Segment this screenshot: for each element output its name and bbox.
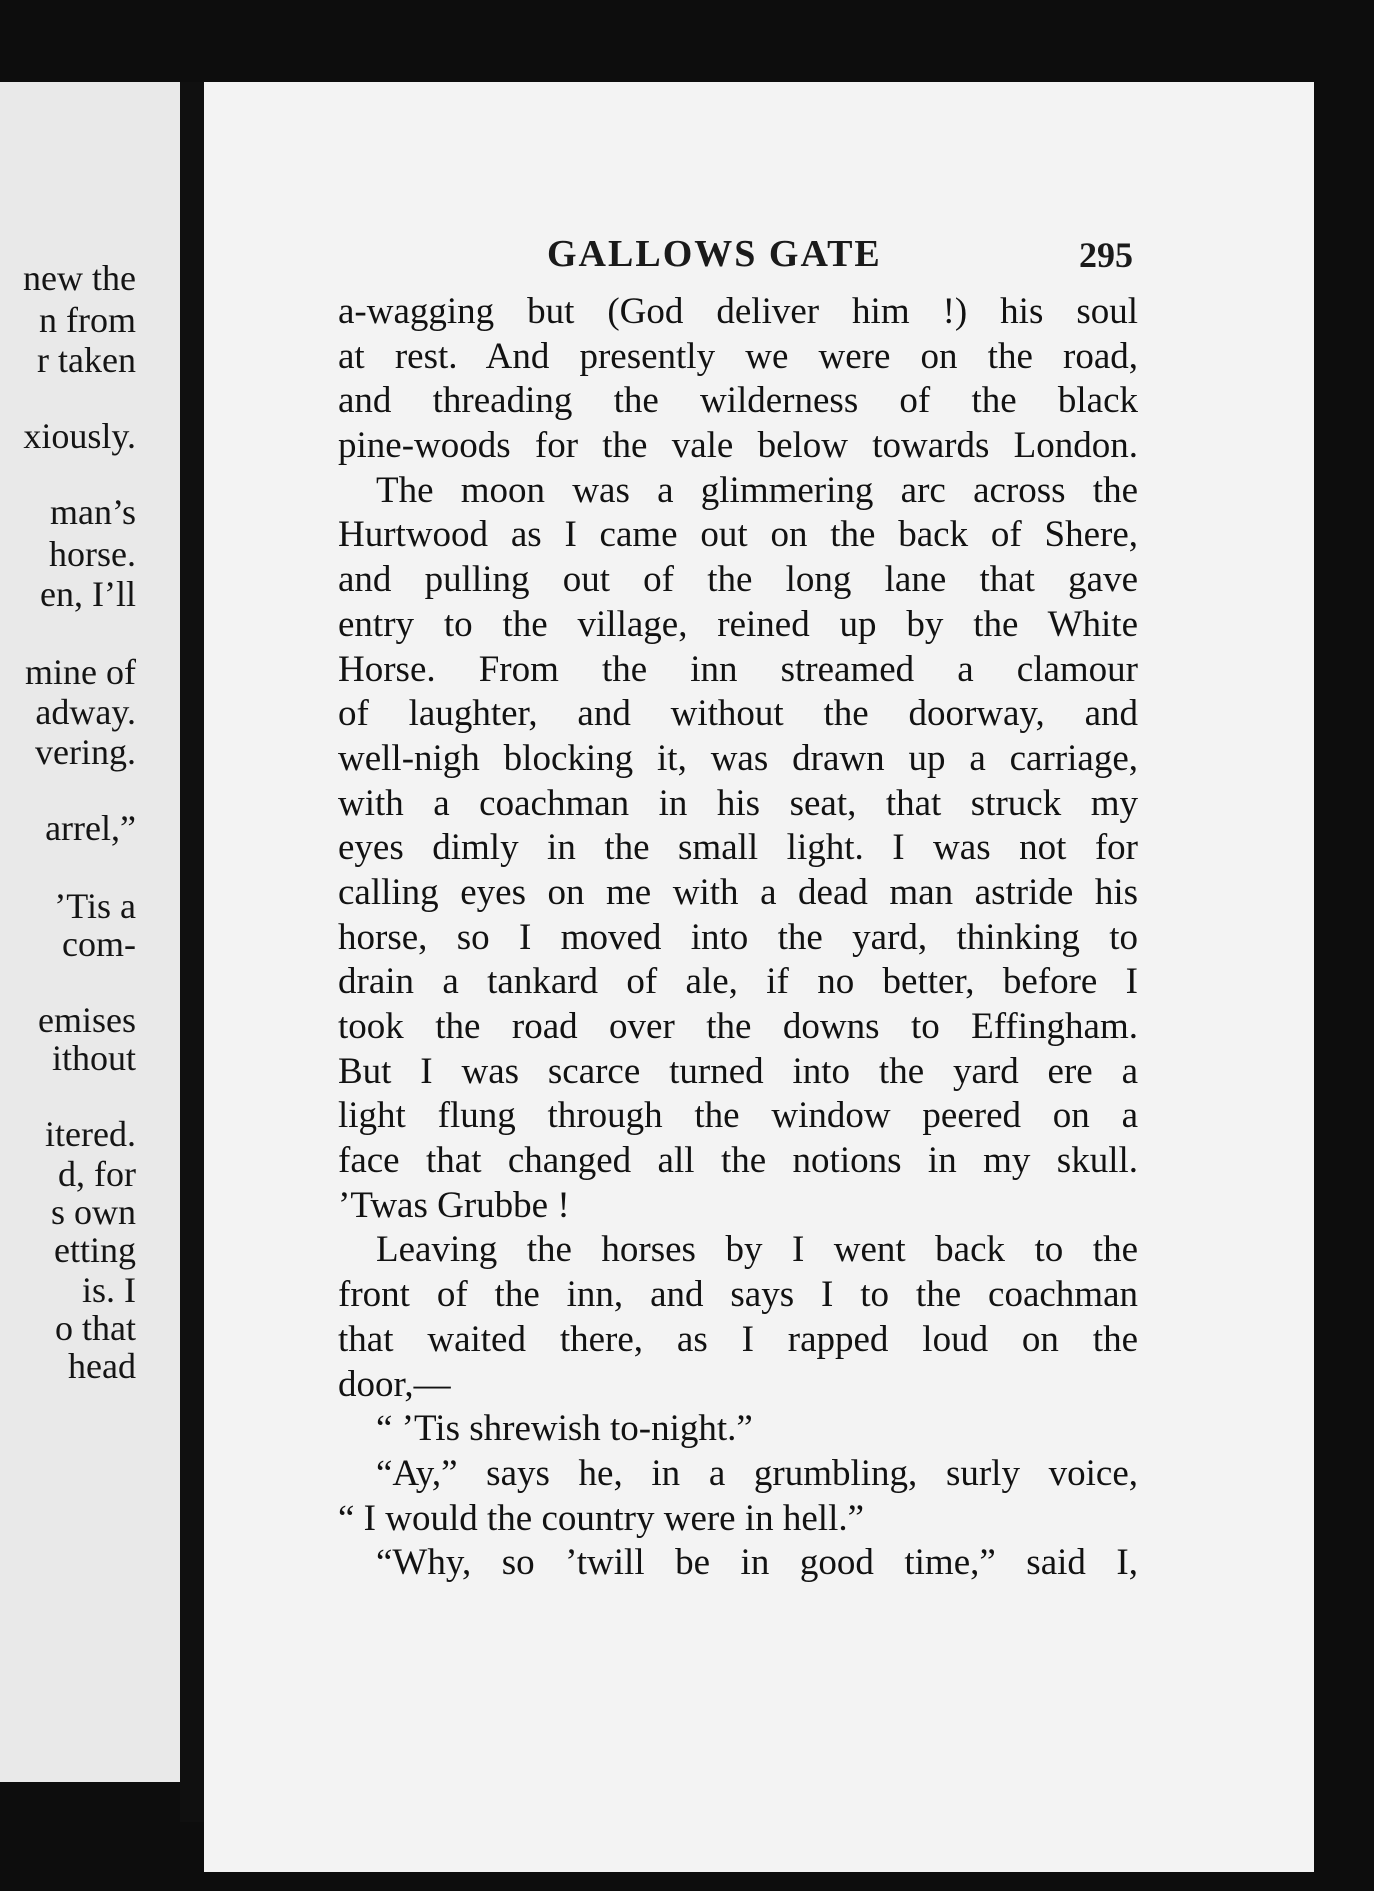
text-line: “ I would the country were in hell.” <box>338 1497 865 1539</box>
facing-page-line: etting <box>54 1230 136 1270</box>
text-line: pine-woods for the vale below towards London. <box>338 425 1138 467</box>
text-line: But I was scarce turned into the yard ere a <box>338 1050 1138 1092</box>
text-line: with a coachman in his seat, that struck my <box>338 782 1138 824</box>
facing-page-line: new the <box>23 258 136 298</box>
text-line: light flung through the window peered on a <box>338 1095 1138 1137</box>
text-line: drain a tankard of ale, if no better, before I <box>338 961 1138 1003</box>
running-head <box>204 232 1314 282</box>
text-line: ’Twas Grubbe ! <box>338 1184 570 1226</box>
facing-page-line: d, for <box>58 1154 136 1194</box>
running-title: GALLOWS GATE <box>547 233 882 275</box>
facing-page-line: r taken <box>37 340 136 380</box>
text-line: Leaving the horses by I went back to the <box>376 1229 1138 1271</box>
text-line: face that changed all the notions in my skull. <box>338 1140 1138 1182</box>
text-line: “Ay,” says he, in a grumbling, surly voice, <box>376 1452 1138 1494</box>
facing-page-line: is. I <box>82 1270 136 1310</box>
text-line: a-wagging but (God deliver him !) his soul <box>338 291 1138 332</box>
text-line: calling eyes on me with a dead man astride his <box>338 871 1138 913</box>
page-number: 295 <box>1079 235 1133 275</box>
facing-page-line: arrel,” <box>45 808 136 848</box>
facing-page-line: adway. <box>35 692 136 732</box>
text-line: front of the inn, and says I to the coachman <box>338 1274 1138 1316</box>
facing-page-line: mine of <box>25 652 136 692</box>
facing-page-line: man’s <box>50 492 136 532</box>
text-line: entry to the village, reined up by the White <box>338 603 1138 645</box>
facing-page-line: ithout <box>51 1038 136 1078</box>
text-line: well-nigh blocking it, was drawn up a carriage, <box>338 737 1138 779</box>
facing-page-line: s own <box>50 1192 136 1232</box>
text-line: “Why, so ’twill be in good time,” said I, <box>376 1542 1138 1584</box>
text-line: Hurtwood as I came out on the back of Shere, <box>338 514 1138 556</box>
facing-page-line: o that <box>55 1308 136 1348</box>
text-line: eyes dimly in the small light. I was not for <box>338 827 1138 869</box>
body-text <box>338 290 1138 1586</box>
facing-page-line: en, I’ll <box>40 574 136 614</box>
text-line: took the road over the downs to Effingham. <box>338 1006 1138 1047</box>
text-line: at rest. And presently we were on the road, <box>338 335 1138 377</box>
facing-page-line: com- <box>62 924 136 964</box>
text-line: and threading the wilderness of the black <box>338 380 1138 422</box>
book-gutter <box>180 82 204 1822</box>
facing-page-line: horse. <box>49 534 136 574</box>
text-line: horse, so I moved into the yard, thinking to <box>338 916 1138 958</box>
text-line: “ ’Tis shrewish to-night.” <box>376 1408 753 1450</box>
book-page-right <box>204 82 1314 1872</box>
facing-page-line: ’Tis a <box>54 886 136 926</box>
text-line: of laughter, and without the doorway, and <box>338 693 1138 735</box>
facing-page-line: emises <box>38 1000 136 1040</box>
facing-page-line: n from <box>39 300 136 340</box>
text-line: Horse. From the inn streamed a clamour <box>338 648 1138 690</box>
facing-page-line: vering. <box>35 732 136 772</box>
text-line: door,— <box>338 1363 451 1405</box>
text-line: that waited there, as I rapped loud on the <box>338 1318 1138 1360</box>
facing-page-line: xiously. <box>23 416 136 456</box>
text-line: The moon was a glimmering arc across the <box>376 469 1138 511</box>
text-line: and pulling out of the long lane that gave <box>338 559 1138 601</box>
facing-page-line: head <box>68 1346 136 1386</box>
facing-page-line: itered. <box>45 1114 136 1154</box>
